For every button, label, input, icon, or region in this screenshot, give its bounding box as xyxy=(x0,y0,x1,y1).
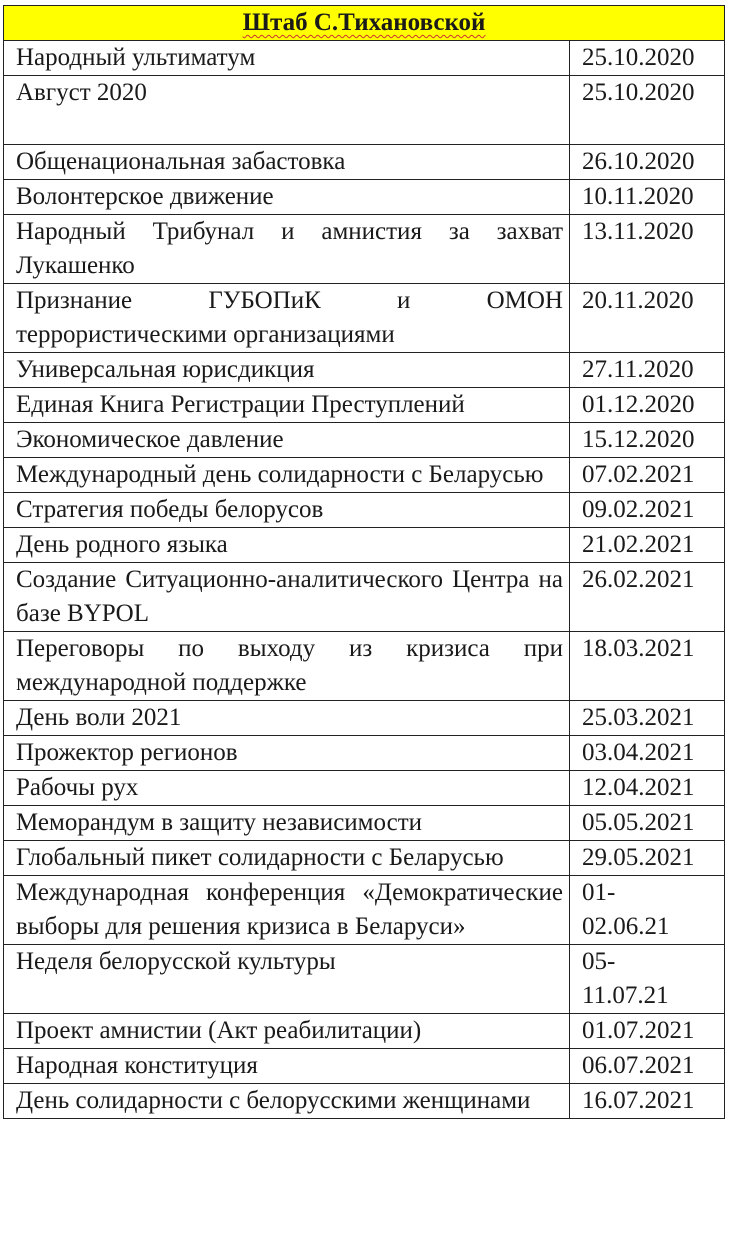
table-row xyxy=(4,1014,725,1049)
table-row xyxy=(4,180,725,215)
event-title: Универсальная юрисдикция xyxy=(4,353,570,388)
event-title: Народная конституция xyxy=(4,1049,570,1084)
event-date: 01.07.2021 xyxy=(570,1014,725,1049)
event-date: 03.04.2021 xyxy=(570,736,725,771)
event-title: Глобальный пикет солидарности с Беларусью xyxy=(4,841,570,876)
event-date: 26.10.2020 xyxy=(570,145,725,180)
event-title: Неделя белорусской культуры xyxy=(4,945,570,1014)
event-title: День воли 2021 xyxy=(4,701,570,736)
table-row xyxy=(4,388,725,423)
event-date: 21.02.2021 xyxy=(570,528,725,563)
table-row xyxy=(4,1084,725,1119)
event-date: 18.03.2021 xyxy=(570,632,725,701)
event-date: 16.07.2021 xyxy=(570,1084,725,1119)
table-row xyxy=(4,806,725,841)
table-row xyxy=(4,284,725,353)
table-row xyxy=(4,945,725,1014)
event-title: Международная конференция «Демократические выборы для решения кризиса в Беларуси» xyxy=(4,876,570,945)
event-date: 15.12.2020 xyxy=(570,423,725,458)
event-title: Волонтерское движение xyxy=(4,180,570,215)
event-title: Меморандум в защиту независимости xyxy=(4,806,570,841)
table-row xyxy=(4,841,725,876)
table-row xyxy=(4,701,725,736)
event-title: Общенациональная забастовка xyxy=(4,145,570,180)
event-date: 29.05.2021 xyxy=(570,841,725,876)
document-page xyxy=(3,5,724,1119)
table-row xyxy=(4,736,725,771)
event-date: 13.11.2020 xyxy=(570,215,725,284)
table-row xyxy=(4,493,725,528)
table-row xyxy=(4,632,725,701)
event-date: 05.05.2021 xyxy=(570,806,725,841)
event-date: 01- 02.06.21 xyxy=(570,876,725,945)
event-title: День солидарности с белорусскими женщинами xyxy=(4,1084,570,1119)
event-title: Переговоры по выходу из кризиса при международной поддержке xyxy=(4,632,570,701)
table-row xyxy=(4,353,725,388)
table-title-text: Штаб С.Тихановской xyxy=(242,9,486,36)
event-title: Признание ГУБОПиК и ОМОН террористическими организациями xyxy=(4,284,570,353)
event-date: 12.04.2021 xyxy=(570,771,725,806)
event-title: Народный ультиматум xyxy=(4,41,570,76)
event-title: Рабочы рух xyxy=(4,771,570,806)
event-title: Стратегия победы белорусов xyxy=(4,493,570,528)
table-row xyxy=(4,215,725,284)
event-title: Проект амнистии (Акт реабилитации) xyxy=(4,1014,570,1049)
table-row xyxy=(4,1049,725,1084)
table-row xyxy=(4,876,725,945)
event-date: 10.11.2020 xyxy=(570,180,725,215)
event-title: Прожектор регионов xyxy=(4,736,570,771)
event-date: 05- 11.07.21 xyxy=(570,945,725,1014)
table-title xyxy=(4,6,725,41)
event-title: Экономическое давление xyxy=(4,423,570,458)
event-title: Международный день солидарности с Беларусью xyxy=(4,458,570,493)
event-date: 06.07.2021 xyxy=(570,1049,725,1084)
table-row xyxy=(4,458,725,493)
table-row xyxy=(4,771,725,806)
event-title: Народный Трибунал и амнистия за захват Лукашенко xyxy=(4,215,570,284)
event-title: Август 2020 xyxy=(4,76,570,145)
event-date: 25.10.2020 xyxy=(570,41,725,76)
table-row xyxy=(4,76,725,145)
table-row xyxy=(4,528,725,563)
events-table xyxy=(3,5,725,1119)
table-row xyxy=(4,423,725,458)
event-title: День родного языка xyxy=(4,528,570,563)
event-title: Создание Ситуационно-аналитического Центра на базе BYPOL xyxy=(4,563,570,632)
table-row xyxy=(4,563,725,632)
event-date: 25.10.2020 xyxy=(570,76,725,145)
event-date: 26.02.2021 xyxy=(570,563,725,632)
table-row xyxy=(4,41,725,76)
event-title: Единая Книга Регистрации Преступлений xyxy=(4,388,570,423)
table-row xyxy=(4,145,725,180)
event-date: 25.03.2021 xyxy=(570,701,725,736)
table-header-row xyxy=(4,6,725,41)
event-date: 20.11.2020 xyxy=(570,284,725,353)
event-date: 27.11.2020 xyxy=(570,353,725,388)
event-date: 01.12.2020 xyxy=(570,388,725,423)
event-date: 07.02.2021 xyxy=(570,458,725,493)
event-date: 09.02.2021 xyxy=(570,493,725,528)
